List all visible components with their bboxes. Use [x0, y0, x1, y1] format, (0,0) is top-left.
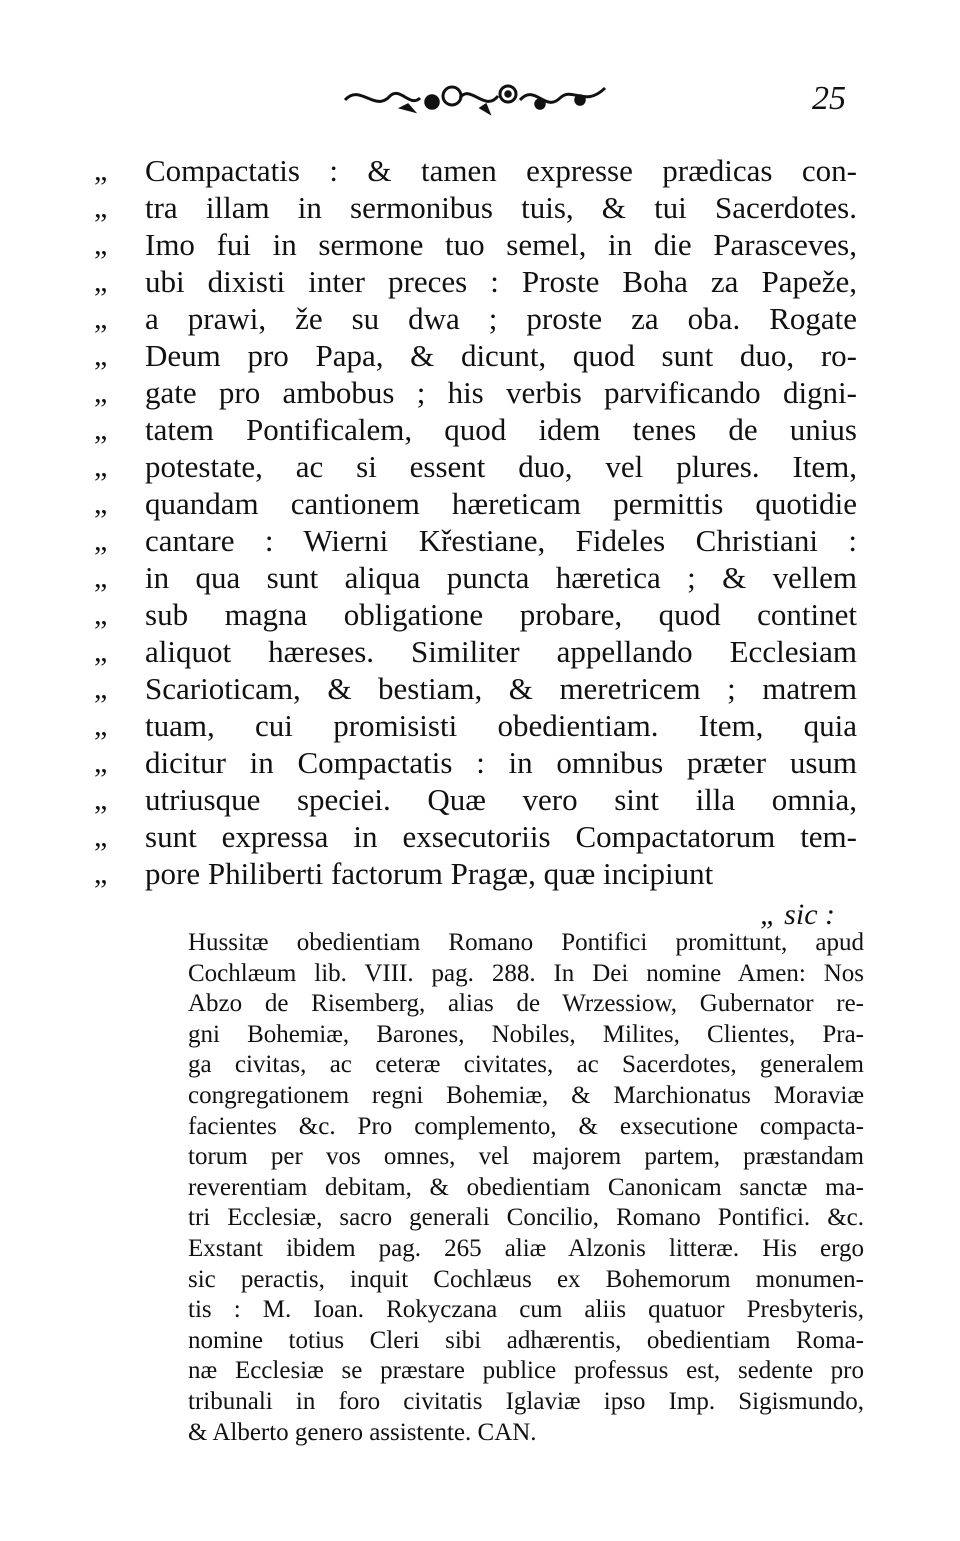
catchword-text: „ sic :	[760, 898, 835, 931]
footnote-line-text: torum per vos omnes, vel majorem partem, præstandam	[188, 1143, 864, 1171]
line-text: aliquot hæreses. Similiter appellando Ecclesiam	[145, 634, 857, 669]
quote-mark: „	[94, 635, 108, 668]
quote-mark: „	[94, 820, 108, 853]
line-text: cantare : Wierni Křestiane, Fideles Christiani :	[145, 523, 857, 558]
page-header	[0, 70, 960, 130]
quote-mark: „	[94, 487, 108, 520]
line-text: ubi dixisti inter preces : Proste Boha za Papeže,	[145, 264, 857, 299]
footnote-line-text: Abzo de Risemberg, alias de Wrzessiow, Gubernator re-	[188, 990, 864, 1018]
quote-mark: „	[94, 450, 108, 483]
footnote-line	[0, 928, 960, 959]
quote-mark: „	[94, 598, 108, 631]
footnote-line-text: Hussitæ obedientiam Romano Pontifici promittunt, apud	[188, 929, 864, 956]
quote-mark: „	[94, 857, 108, 890]
quote-mark: „	[94, 376, 108, 409]
footnote-line	[0, 1418, 960, 1449]
footnote-line	[0, 1234, 960, 1265]
line-text: sunt expressa in exsecutoriis Compactatorum tem-	[145, 819, 857, 854]
quote-mark: „	[94, 228, 108, 261]
text-line	[0, 596, 960, 633]
quote-mark: „	[94, 672, 108, 705]
line-text: quandam cantionem hæreticam permittis quotidie	[145, 486, 857, 521]
footnote-line	[0, 1356, 960, 1387]
footnote-line-text: ga civitas, ac ceteræ civitates, ac Sacerdotes, generalem	[188, 1051, 864, 1079]
line-text: a prawi, že su dwa ; proste za oba. Rogate	[145, 301, 857, 336]
quote-mark: „	[94, 302, 108, 335]
footnote-line-text: gni Bohemiæ, Barones, Nobiles, Milites, Clientes, Pra-	[188, 1020, 864, 1048]
text-line	[0, 189, 960, 226]
footnote-line	[0, 1265, 960, 1296]
footnote-line-text: facientes &c. Pro complemento, & exsecutione compacta-	[188, 1112, 864, 1140]
text-line	[0, 633, 960, 670]
footnote-line-text: & Alberto genero assistente. CAN.	[188, 1418, 537, 1446]
line-text: utriusque speciei. Quæ vero sint illa omnia,	[145, 782, 857, 817]
quote-mark: „	[94, 524, 108, 557]
line-text: Imo fui in sermone tuo semel, in die Parasceves,	[145, 227, 857, 262]
line-text: in qua sunt aliqua puncta hæretica ; & vellem	[145, 560, 857, 595]
line-text: sub magna obligatione probare, quod continet	[145, 597, 857, 632]
quote-mark: „	[94, 561, 108, 594]
footnote-line-text: næ Ecclesiæ se præstare publice professus est, sedente pro	[188, 1357, 864, 1385]
footnote-line	[0, 1112, 960, 1143]
footnote-line-text: nomine totius Cleri sibi adhærentis, obedientiam Roma-	[188, 1326, 864, 1354]
line-text: potestate, ac si essent duo, vel plures. Item,	[145, 449, 857, 484]
quote-mark: „	[94, 783, 108, 816]
footnote-line	[0, 1050, 960, 1081]
text-line	[0, 448, 960, 485]
line-text: dicitur in Compactatis : in omnibus præter usum	[145, 745, 857, 780]
footnote-line-text: tis : M. Ioan. Rokyczana cum aliis quatuor Presbyteris,	[188, 1296, 864, 1324]
page-number: 25	[812, 80, 846, 117]
footnote-line	[0, 1326, 960, 1357]
line-text: tatem Pontificalem, quod idem tenes de unius	[145, 412, 857, 447]
text-line	[0, 744, 960, 781]
footnote-line	[0, 1203, 960, 1234]
line-text: Compactatis : & tamen expresse prædicas con-	[145, 153, 857, 188]
quote-mark: „	[94, 746, 108, 779]
quote-mark: „	[94, 339, 108, 372]
footnote-text	[0, 928, 960, 1448]
quote-mark: „	[94, 709, 108, 742]
footnote-line	[0, 989, 960, 1020]
text-line	[0, 152, 960, 189]
line-text: Deum pro Papa, & dicunt, quod sunt duo, ro-	[145, 338, 857, 373]
main-text	[0, 152, 960, 938]
text-line	[0, 374, 960, 411]
text-line	[0, 226, 960, 263]
line-text: Scarioticam, & bestiam, & meretricem ; matrem	[145, 671, 857, 706]
floral-ornament-icon	[340, 78, 610, 118]
footnote-line	[0, 1020, 960, 1051]
footnote-line	[0, 1173, 960, 1204]
footnote-line-text: Exstant ibidem pag. 265 aliæ Alzonis litteræ. His ergo	[188, 1234, 864, 1262]
footnote-line	[0, 1295, 960, 1326]
quote-mark: „	[94, 191, 108, 224]
line-text: tuam, cui promisisti obedientiam. Item, quia	[145, 708, 857, 743]
text-line	[0, 485, 960, 522]
text-line	[0, 337, 960, 374]
text-line	[0, 559, 960, 596]
line-text: tra illam in sermonibus tuis, & tui Sacerdotes.	[145, 190, 857, 225]
text-line	[0, 411, 960, 448]
text-line	[0, 707, 960, 744]
quote-mark: „	[94, 265, 108, 298]
quote-mark: „	[94, 154, 108, 187]
footnote-line	[0, 1387, 960, 1418]
line-text: pore Philiberti factorum Pragæ, quæ incipiunt	[145, 856, 714, 891]
text-line	[0, 818, 960, 855]
footnote-line	[0, 959, 960, 990]
footnote-line-text: congregationem regni Bohemiæ, & Marchionatus Moraviæ	[188, 1081, 864, 1109]
text-line	[0, 522, 960, 559]
footnote-line	[0, 1142, 960, 1173]
footnote-line-text: reverentiam debitam, & obedientiam Canonicam sanctæ ma-	[188, 1173, 864, 1201]
line-text: gate pro ambobus ; his verbis parvificando digni-	[145, 375, 857, 410]
text-line	[0, 855, 960, 892]
footnote-line-text: tribunali in foro civitatis Iglaviæ ipso Imp. Sigismundo,	[188, 1387, 864, 1415]
quote-mark: „	[94, 413, 108, 446]
footnote-line-text: tri Ecclesiæ, sacro generali Concilio, Romano Pontifici. &c.	[188, 1204, 864, 1232]
text-line	[0, 781, 960, 818]
text-line	[0, 300, 960, 337]
text-line	[0, 263, 960, 300]
text-line	[0, 670, 960, 707]
footnote-line-text: sic peractis, inquit Cochlæus ex Bohemorum monumen-	[188, 1265, 864, 1293]
footnote-line-text: Cochlæum lib. VIII. pag. 288. In Dei nomine Amen: Nos	[188, 959, 864, 987]
footnote-line	[0, 1081, 960, 1112]
